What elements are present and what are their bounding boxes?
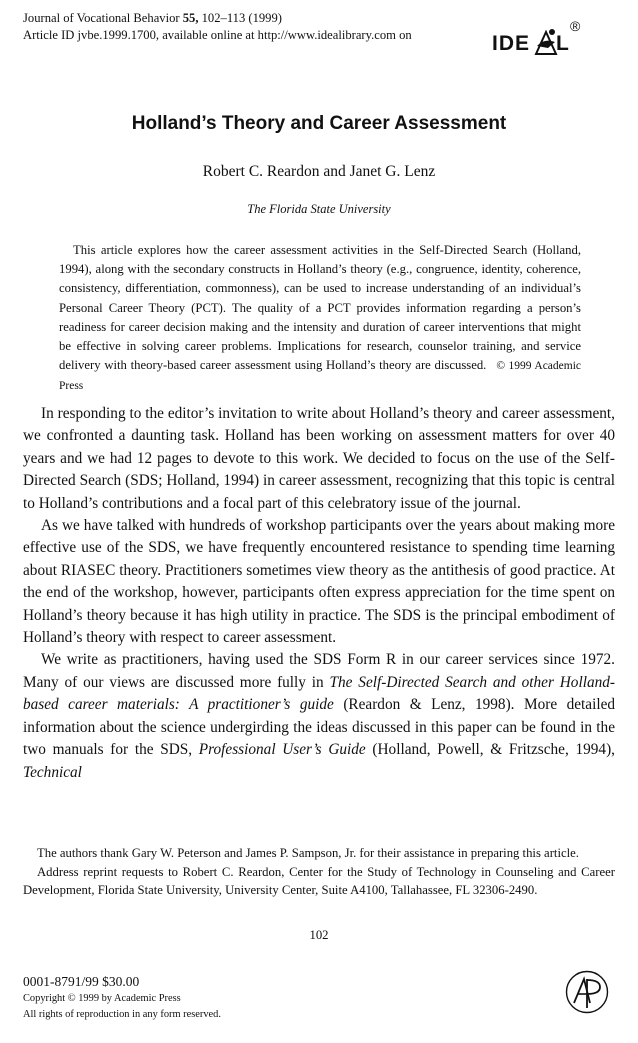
footnotes	[23, 844, 615, 900]
abstract-copyright: © 1999 Academic Press	[59, 360, 581, 393]
article-title: Holland’s Theory and Career Assessment	[131, 113, 507, 134]
paragraph-3	[23, 649, 615, 783]
journal-header	[23, 10, 412, 44]
paragraph-3-part-c: (Holland, Powell, & Fritzsche, 1994),	[365, 741, 615, 759]
registered-mark: ®	[570, 18, 581, 34]
manual-title-italic: Professional User’s Guide	[198, 741, 366, 759]
body-text	[23, 403, 615, 784]
book-title-italic: The Self-Directed Search and other Holland-based career materials: A practitioner’s guide	[23, 673, 615, 714]
journal-name: Journal of Vocational Behavior	[23, 11, 183, 25]
footer-rights: All rights of reproduction in any form reserved.	[23, 1009, 221, 1020]
ideal-logo-mark	[534, 26, 558, 56]
pages-year: 102–113 (1999)	[198, 11, 282, 25]
technical-italic: Technical	[23, 763, 82, 781]
ideal-logo-right: L	[556, 32, 570, 55]
acknowledgment-note: The authors thank Gary W. Peterson and James P. Sampson, Jr. for their assistance in preparing this article.	[37, 846, 579, 860]
ideal-logo-left: IDE	[492, 32, 531, 55]
citation-line	[23, 10, 412, 27]
reprint-address-note: Address reprint requests to Robert C. Reardon, Center for the Study of Technology in Counseling and Career Development, Florida State University, University Center, Suite A4100, Tallahassee, FL 32306-2490.	[23, 864, 615, 898]
article-id-line: Article ID jvbe.1999.1700, available online at http://www.idealibrary.com on	[23, 28, 412, 42]
paragraph-1: In responding to the editor’s invitation to write about Holland’s theory and career assessment, we confronted a daunting task. Holland has been working on assessment matters for over 40 years and we had 12 pages to devote to this work. We decided to focus on the use of the Self-Directed Search (SDS; Holland, 1994) in career assessment, recognizing that this topic is central to Holland’s contributions and a focal part of this celebratory issue of the journal.	[23, 405, 615, 512]
abstract	[59, 241, 581, 397]
footer	[23, 973, 221, 1023]
paragraph-3-part-b: (Reardon & Lenz, 1998). More detailed information about the science undergirding the ideas discussed in this paper can be found in the two manuals for the SDS,	[23, 696, 616, 759]
page-number: 102	[309, 928, 329, 942]
paragraph-2: As we have talked with hundreds of workshop participants over the years about making more effective use of the SDS, we have frequently encountered resistance to spending time learning about RIASEC theory. Practitioners sometimes view theory as the antithesis of good practice. At the end of the workshop, however, participants often express appreciation for the time spent on Holland’s theory because it has high utility in practice. The SDS is the principal embodiment of Holland’s theory with respect to career assessment.	[23, 517, 615, 647]
ap-logo-icon	[565, 970, 609, 1014]
affiliation: The Florida State University	[247, 202, 391, 216]
authors: Robert C. Reardon and Janet G. Lenz	[202, 163, 436, 180]
footer-copyright: Copyright © 1999 by Academic Press	[23, 993, 181, 1004]
ideal-logo	[490, 20, 586, 60]
issn-price: 0001-8791/99 $30.00	[23, 974, 140, 989]
abstract-text: This article explores how the career assessment activities in the Self-Directed Search (Holland, 1994), along with the secondary constructs in Holland’s theory (e.g., congruence, identity, coherence, consistency, differentiation, commonness), can be used to increase understanding of an individual’s Personal Career Theory (PCT). The quality of a PCT provides information regarding a person’s readiness for career decision making and the intensity and duration of career interventions that might be effective in solving career problems. Implications for research, counselor training, and service delivery with theory-based career assessment using Holland’s theory are discussed.	[59, 243, 581, 373]
paragraph-3-part-a: We write as practitioners, having used the SDS Form R in our career services since 1972. Many of our views are discussed more fully in	[23, 651, 615, 691]
volume-number: 55,	[182, 11, 199, 25]
